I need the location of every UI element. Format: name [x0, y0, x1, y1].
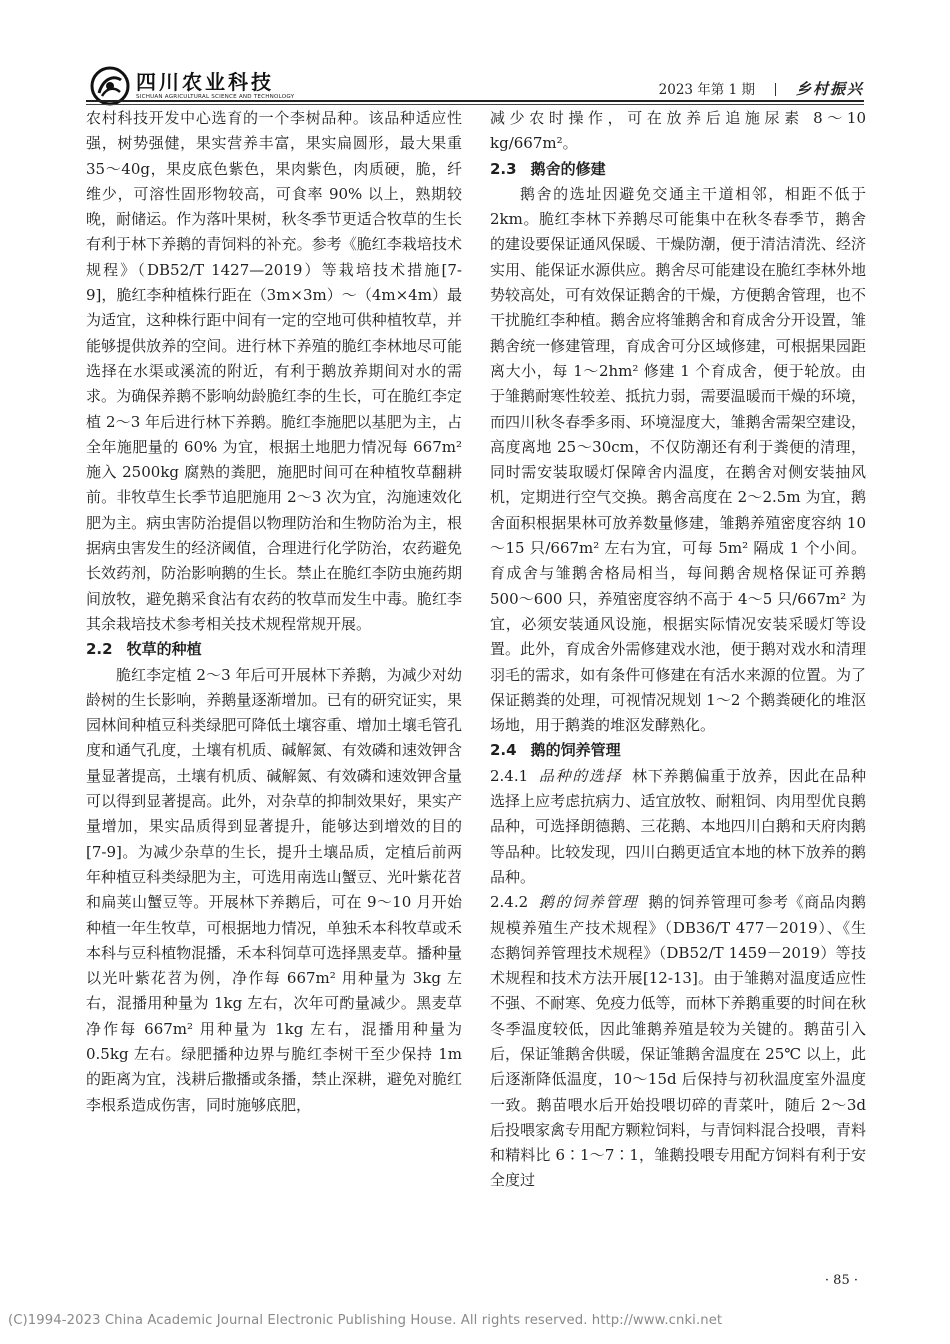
header-separator	[775, 83, 776, 96]
section-heading-2-3	[490, 157, 866, 182]
right-column	[490, 106, 866, 1194]
paragraph: 鹅的饲养管理可参考《商品肉鹅规模养殖生产技术规程》（DB36/T 477－2019）、《生态鹅饲养管理技术规程》（DB52/T 1459－2019）等技术规程和技术方法开展[12-13]。由于雏鹅对温度适应性不强、不耐寒、免疫力低等，而林下养鹅重要的时间在秋冬季温度较低，因此雏鹅养殖是较为关键的。鹅苗引入后，保证雏鹅舍供暖，保证雏鹅舍温度在 25℃ 以上，此后逐渐降低温度，10～15d 后保持与初秋温度室外温度一致。鹅苗喂水后开始投喂切碎的青菜叶，随后 2～3d 后投喂家禽专用配方颗粒饲料，与青饲料混合投喂，青料和精料比 6∶1～7∶1，雏鹅投喂专用配方饲料有利于安全度过	[490, 893, 866, 1190]
running-header	[659, 78, 864, 99]
paragraph: 鹅舍的选址因避免交通主干道相邻，相距不低于 2km。脆红李林下养鹅尽可能集中在秋冬春季节，鹅舍的建设要保证通风保暖、干燥防潮，便于清洁清洗、经济实用、能保证水源供应。鹅舍尽可能建设在脆红李林外地势较高处，可有效保证鹅舍的干燥，方便鹅舍管理，也不干扰脆红李种植。鹅舍应将雏鹅舍和育成舍分开设置，雏鹅舍统一修建管理，育成舍可分区域修建，可根据果园距离大小，每 1～2hm² 修建 1 个育成舍，便于轮放。由于雏鹅耐寒性较差、抵抗力弱，需要温暖而干燥的环境，而四川秋冬春季多雨、环境湿度大，雏鹅舍需架空建设，高度离地 25～30cm，不仅防潮还有利于粪便的清理，同时需安装取暖灯保障舍内温度，在鹅舍对侧安装抽风机，定期进行空气交换。鹅舍高度在 2～2.5m 为宜，鹅舍面积根据果林可放养数量修建，雏鹅养殖密度容纳 10～15 只/667m² 左右为宜，可每 5m² 隔成 1 个小间。育成舍与雏鹅舍格局相当，每间鹅舍规格保证可养鹅 500～600 只，养殖密度容纳不高于 4～5 只/667m² 为宜，必须安装通风设施，根据实际情况安装采暖灯等设置。此外，育成舍外需修建戏水池，便于鹅对戏水和清理羽毛的需求，如有条件可修建在有活水来源的位置。为了保证鹅粪的处理，可视情况规划 1～2 个鹅粪硬化的堆沤场地，用于鹅粪的堆沤发酵熟化。	[490, 184, 866, 735]
subsection-number: 2.4.2	[490, 893, 529, 912]
section-heading-2-4	[490, 738, 866, 763]
section-number: 2.3	[490, 159, 517, 178]
left-column	[86, 106, 462, 1118]
section-number: 2.4	[490, 741, 517, 760]
section-title: 鹅的饲养管理	[530, 741, 621, 760]
section-title: 牧草的种植	[126, 640, 202, 659]
copyright-notice: (C)1994-2023 China Academic Journal Electronic Publishing House. All rights reserved. http://www.cnki.net	[8, 1313, 723, 1328]
column-title: 乡村振兴	[795, 80, 864, 98]
header-rule	[86, 100, 864, 102]
paragraph: 减少农时操作，可在放养后追施尿素 8～10 kg/667m²。	[490, 109, 866, 153]
section-heading-2-2	[86, 637, 462, 662]
paragraph: 农村科技开发中心选育的一个李树品种。该品种适应性强，树势强健，果实营养丰富，果实扁圆形，最大果重 35～40g，果皮底色紫色，果肉紫色，肉质硬，脆，纤维少，可溶性固形物较高，可食率 90% 以上，熟期较晚，耐储运。作为落叶果树，秋冬季节更适合牧草的生长有利于林下养鹅的青饲料的补充。参考《脆红李栽培技术规程》（DB52/T 1427—2019）等栽培技术措施[7-9]，脆红李种植株行距在（3m×3m）～（4m×4m）最为适宜，这种株行距中间有一定的空地可供种植牧草，并能够提供放养的空间。进行林下养殖的脆红李林地尽可能选择在水渠或溪流的附近，有利于鹅放养期间对水的需求。为确保养鹅不影响幼龄脆红李的生长，可在脆红李定植 2～3 年后进行林下养鹅。脆红李施肥以基肥为主，占全年施肥量的 60% 为宜，根据土地肥力情况每 667m² 施入 2500kg 腐熟的粪肥，施肥时间可在种植牧草翻耕前。非牧草生长季节追肥施用 2～3 次为宜，沟施速效化肥为主。病虫害防治提倡以物理防治和生物防治为主，根据病虫害发生的经济阈值，合理进行化学防治，农药避免长效药剂，防治影响鹅的生长。禁止在脆红李防虫施药期间放牧，避免鹅采食沾有农药的牧草而发生中毒。脆红李其余栽培技术参考相关技术规程常规开展。	[86, 109, 462, 633]
subsection-title: 品种的选择	[538, 766, 623, 785]
subsection-2-4-2	[490, 890, 866, 1194]
paragraph: 林下养鹅偏重于放养，因此在品种选择上应考虑抗病力、适宜放牧、耐粗饲、肉用型优良鹅品种，可选择朗德鹅、三花鹅、本地四川白鹅和天府肉鹅等品种。比较发现，四川白鹅更适宜本地的林下放养的鹅品种。	[490, 766, 866, 886]
journal-name-cn: 四川农业科技	[136, 70, 274, 94]
section-title: 鹅舍的修建	[530, 159, 606, 178]
subsection-2-4-1	[490, 764, 866, 890]
issue-label: 2023 年第 1 期	[658, 82, 755, 98]
page-number: · 85 ·	[824, 1273, 858, 1288]
section-number: 2.2	[86, 640, 113, 659]
header-rule-thin	[86, 104, 864, 105]
journal-name-en: SICHUAN AGRICULTURAL SCIENCE AND TECHNOLOGY	[136, 94, 295, 100]
subsection-title: 鹅的饲养管理	[538, 893, 639, 912]
paragraph: 脆红李定植 2～3 年后可开展林下养鹅，为减少对幼龄树的生长影响，养鹅量逐渐增加。已有的研究证实，果园林间种植豆科类绿肥可降低土壤容重、增加土壤毛管孔度和通气孔度，土壤有机质、碱解氮、有效磷和速效钾含量显著提高，土壤有机质、碱解氮、有效磷和速效钾含量可以得到显著提高。此外，对杂草的抑制效果好，果实产量增加，果实品质得到显著提升，能够达到增效的目的[7-9]。为减少杂草的生长，提升土壤品质，定植后前两年种植豆科类绿肥为主，可选用南选山蟹豆、光叶紫花苕和扁荚山蟹豆等。开展林下养鹅后，可在 9～10 月开始种植一年生牧草，可根据地力情况，单独禾本科牧草或禾本科与豆科植物混播，禾本科饲草可选择黑麦草。播种量以光叶紫花苕为例，净作每 667m² 用种量为 3kg 左右，混播用种量为 1kg 左右，次年可酌量减少。黑麦草净作每 667m² 用种量为 1kg 左右，混播用种量为 0.5kg 左右。绿肥播种边界与脆红李树干至少保持 1m 的距离为宜，浅耕后撒播或条播，禁止深耕，避免对脆红李根系造成伤害，同时施够底肥，	[86, 665, 462, 1114]
subsection-number: 2.4.1	[490, 766, 529, 785]
